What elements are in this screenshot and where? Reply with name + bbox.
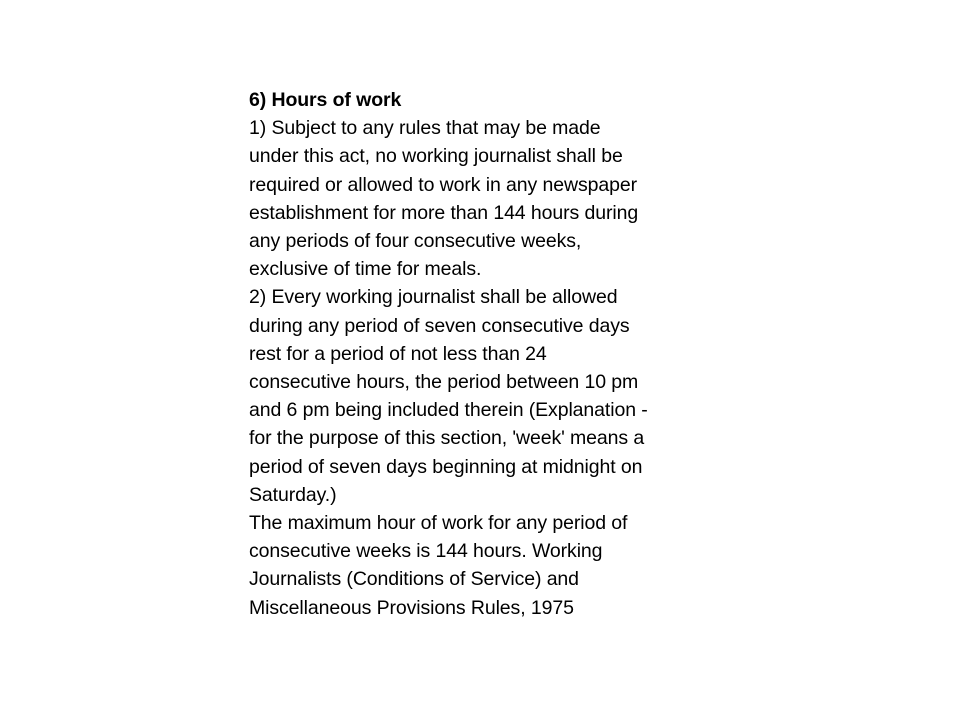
text-line: any periods of four consecutive weeks, bbox=[249, 230, 582, 253]
text-line: and 6 pm being included therein (Explanation - bbox=[249, 399, 648, 422]
text-line: Journalists (Conditions of Service) and bbox=[249, 568, 579, 591]
text-line: The maximum hour of work for any period of bbox=[249, 512, 628, 535]
text-line: consecutive hours, the period between 10 pm bbox=[249, 371, 639, 394]
text-line: Saturday.) bbox=[249, 483, 337, 506]
section-heading: 6) Hours of work bbox=[249, 89, 402, 111]
text-line: for the purpose of this section, 'week' means a bbox=[249, 427, 645, 450]
text-line: exclusive of time for meals. bbox=[249, 258, 482, 281]
text-line: 2) Every working journalist shall be allowed bbox=[249, 286, 618, 309]
text-line: period of seven days beginning at midnight on bbox=[249, 455, 643, 478]
text-line: during any period of seven consecutive days bbox=[249, 314, 630, 337]
text-line: rest for a period of not less than 24 bbox=[249, 342, 547, 365]
text-line: 1) Subject to any rules that may be made bbox=[249, 117, 601, 140]
text-line: required or allowed to work in any newspaper bbox=[249, 173, 637, 196]
text-line: establishment for more than 144 hours during bbox=[249, 201, 639, 224]
text-line: under this act, no working journalist shall be bbox=[249, 145, 623, 168]
text-line: Miscellaneous Provisions Rules, 1975 bbox=[249, 596, 574, 619]
text-line: consecutive weeks is 144 hours. Working bbox=[249, 540, 603, 563]
document-text bbox=[249, 86, 724, 622]
